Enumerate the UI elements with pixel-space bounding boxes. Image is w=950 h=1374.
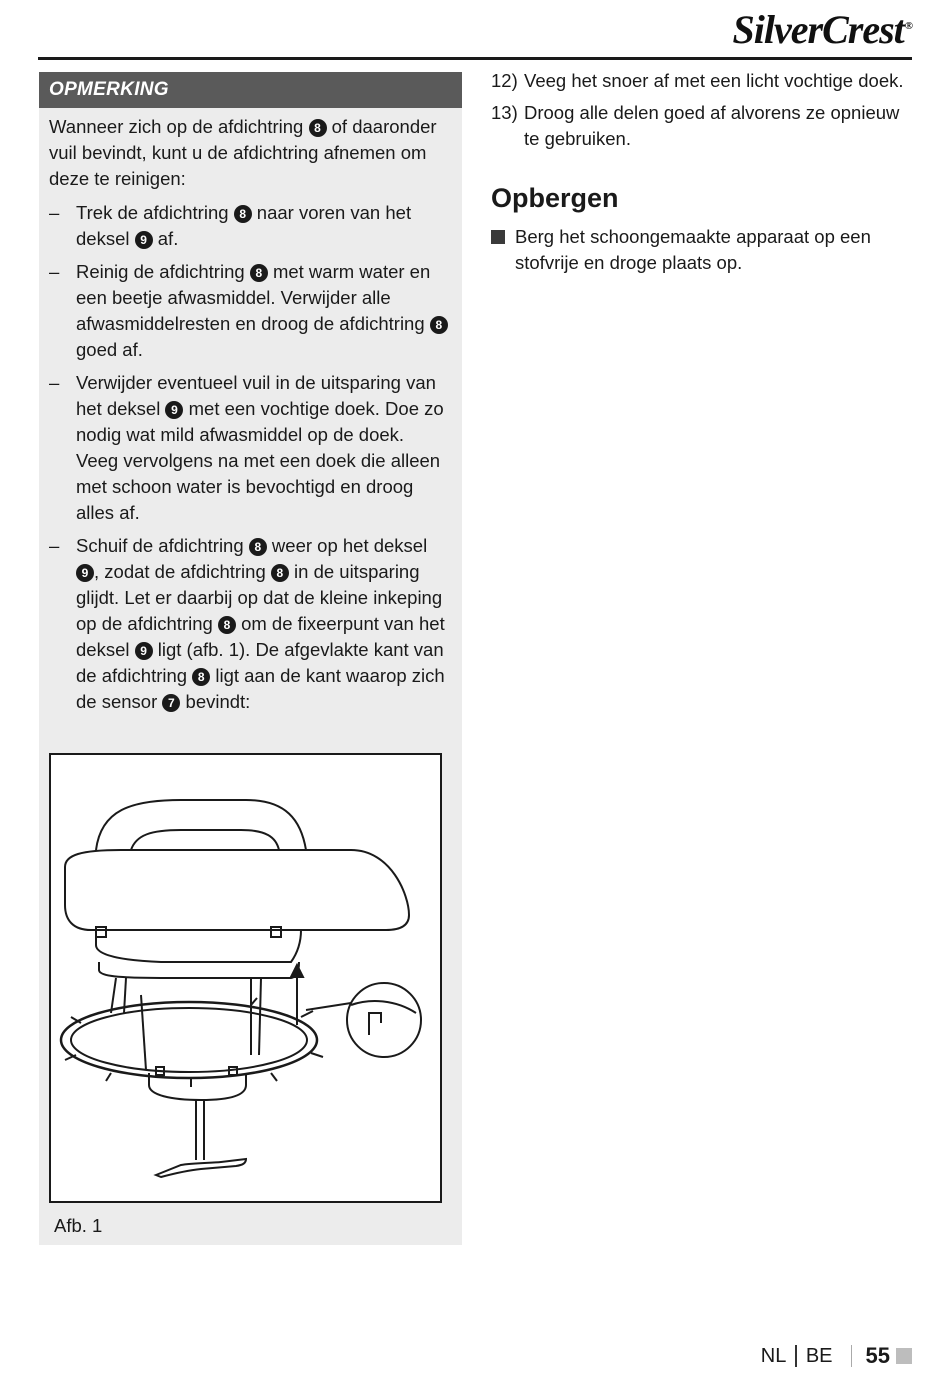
figure-caption: Afb. 1: [54, 1215, 103, 1236]
part-number-badge: 8: [430, 316, 448, 334]
brand-name: SilverCrest: [732, 7, 904, 52]
list-item: – Verwijder eventueel vuil in de uitsparing van het deksel 9 met een vochtige doek. Doe zo nodig wat mild afwasmiddel op de doek. Veeg vervolgens na met een doek die alleen met schoon water is bevochtigd en droog alles af.: [49, 370, 450, 526]
note-body: [39, 108, 462, 715]
part-number-badge: 8: [309, 119, 327, 137]
storage-text: Berg het schoongemaakte apparaat op een stofvrije en droge plaats op.: [515, 226, 871, 273]
footer-divider: [795, 1345, 797, 1367]
language-nl: NL: [760, 1344, 787, 1367]
part-number-badge: 9: [135, 231, 153, 249]
page-footer: [761, 1343, 912, 1369]
language-be: BE: [805, 1344, 833, 1367]
list-item: – Trek de afdichtring 8 naar voren van het deksel 9 af.: [49, 200, 450, 252]
list-item: [491, 224, 915, 276]
list-item: – Reinig de afdichtring 8 met warm water en een beetje afwasmiddel. Verwijder alle afwasmiddelresten en droog de afdichtring 8 goed af.: [49, 259, 450, 363]
part-number-badge: 9: [165, 401, 183, 419]
brand-logo: [733, 6, 912, 53]
note-intro: Wanneer zich op de afdichtring 8 of daaronder vuil bevindt, kunt u de afdichtring afnemen om deze te reinigen:: [49, 116, 437, 189]
page-marker-icon: [896, 1348, 912, 1364]
square-bullet-icon: [491, 230, 505, 244]
right-column: [491, 68, 915, 276]
list-item: [491, 68, 915, 94]
list-item: [491, 100, 915, 152]
figure-illustration: [49, 753, 442, 1203]
note-steps-list: [49, 200, 450, 715]
part-number-badge: 8: [218, 616, 236, 634]
part-number-badge: 7: [162, 694, 180, 712]
footer-divider-light: [851, 1345, 852, 1367]
lid-seal-illustration: [51, 755, 440, 1201]
page-number: 55: [865, 1343, 890, 1368]
storage-list: [491, 224, 915, 276]
part-number-badge: 8: [234, 205, 252, 223]
step-text: Veeg het snoer af met een licht vochtige doek.: [524, 70, 904, 91]
step-text: Droog alle delen goed af alvorens ze opnieuw te gebruiken.: [524, 102, 900, 149]
list-item: – Schuif de afdichtring 8 weer op het deksel 9 , zodat de afdichtring 8 in de uitsparing glijdt. Let er daarbij op dat de kleine inkeping op de afdichtring 8 om de fixeerpunt van het deksel 9 ligt (afb. 1). De afgevlakte kant van de afdichtring 8 ligt aan de kant waarop zich de sensor 7 bevindt:: [49, 533, 450, 715]
note-box: [39, 72, 462, 1245]
steps-list: [491, 68, 915, 152]
part-number-badge: 8: [249, 538, 267, 556]
part-number-badge: 8: [192, 668, 210, 686]
note-title: OPMERKING: [39, 72, 462, 108]
step-number: 13): [491, 102, 518, 123]
header-rule: [38, 57, 912, 60]
registered-mark: ®: [904, 19, 912, 32]
section-title: Opbergen: [491, 183, 619, 213]
step-number: 12): [491, 70, 518, 91]
part-number-badge: 9: [76, 564, 94, 582]
part-number-badge: 9: [135, 642, 153, 660]
part-number-badge: 8: [250, 264, 268, 282]
part-number-badge: 8: [271, 564, 289, 582]
